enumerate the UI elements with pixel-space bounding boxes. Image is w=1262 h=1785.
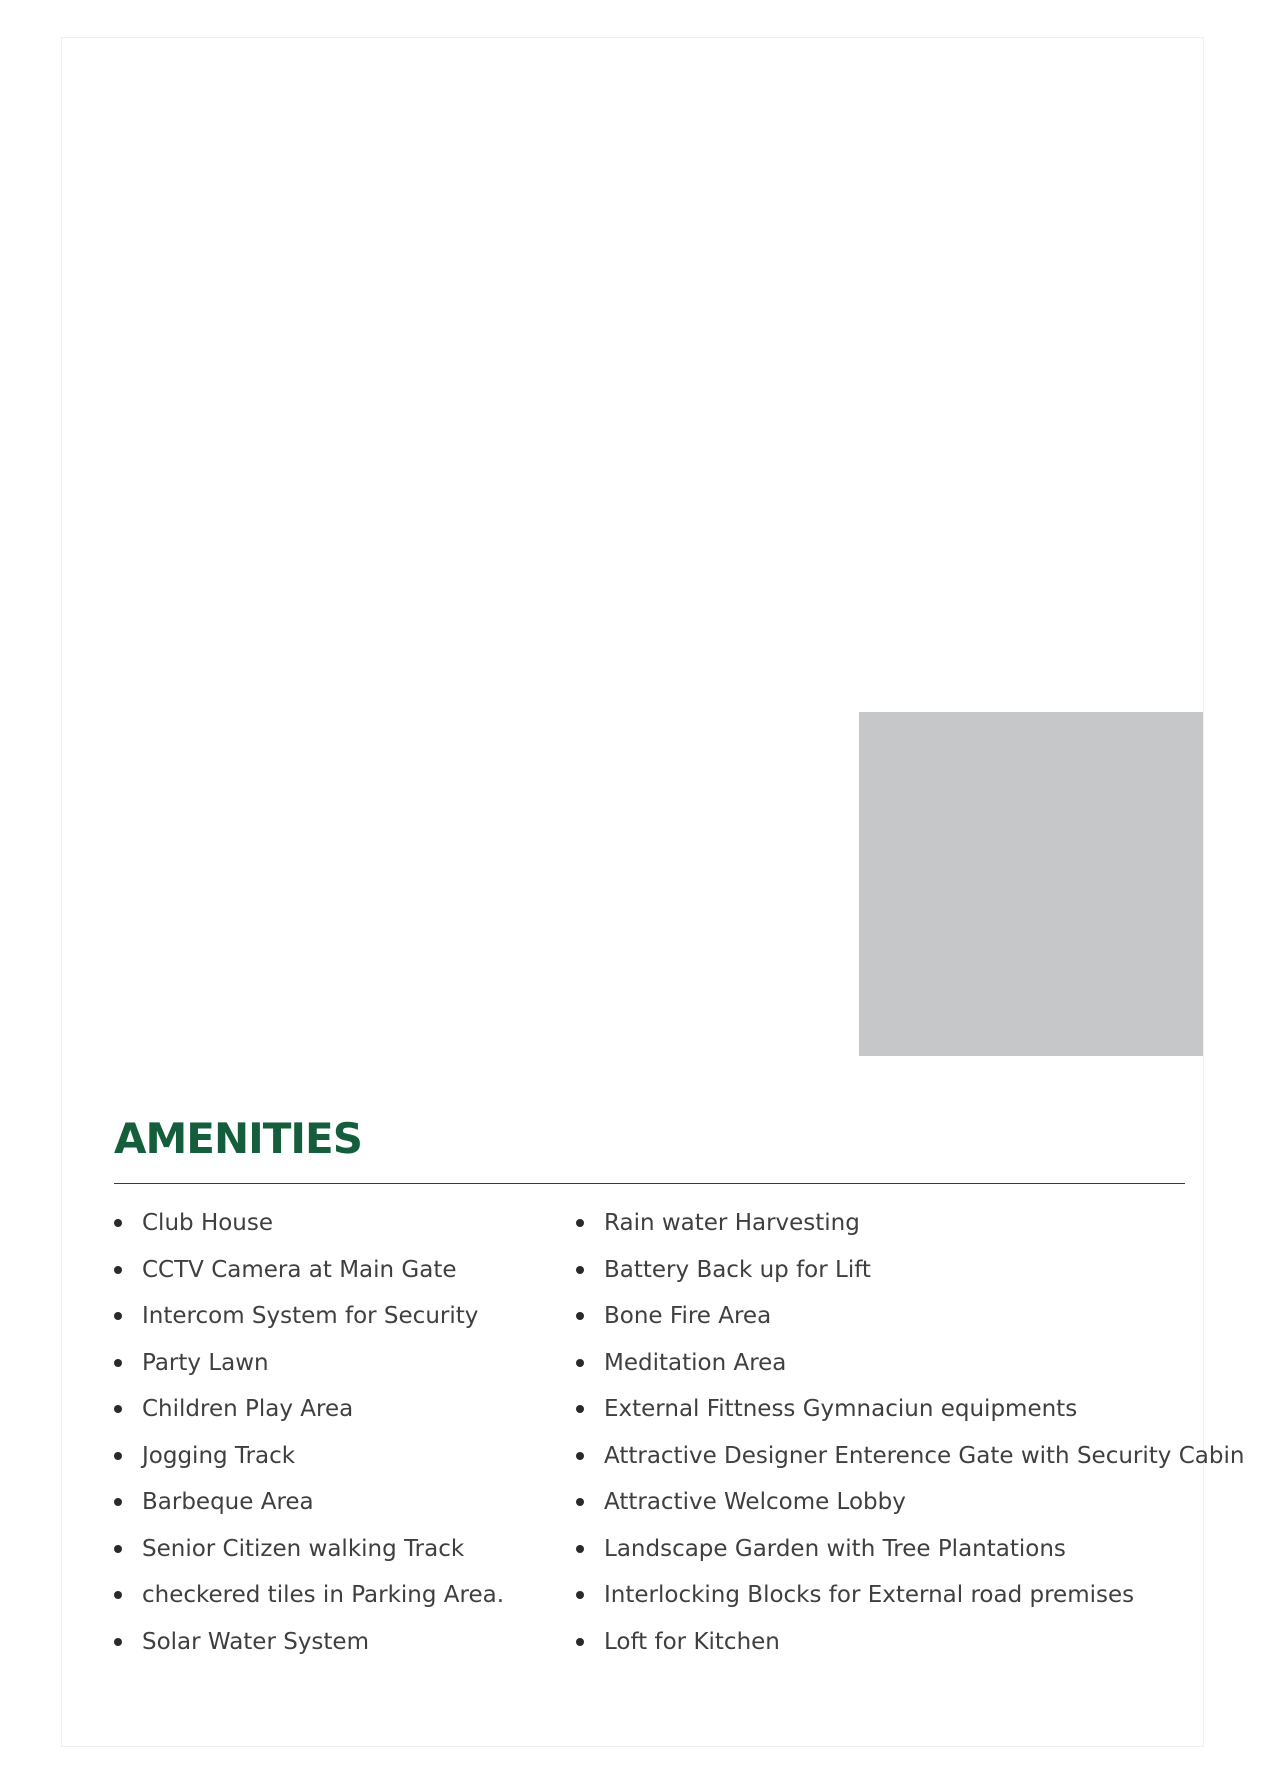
bullet-icon xyxy=(114,1266,122,1274)
amenity-label: Battery Back up for Lift xyxy=(604,1256,871,1283)
amenity-label: Children Play Area xyxy=(142,1396,354,1422)
bullet-icon xyxy=(576,1638,584,1646)
amenity-label: Interlocking Blocks for External road premises xyxy=(604,1582,1135,1608)
amenity-label: Attractive Designer Enterence Gate with Security Cabin xyxy=(604,1442,1245,1469)
image-placeholder-block xyxy=(859,712,1203,1056)
bullet-icon xyxy=(576,1359,584,1367)
amenity-label: CCTV Camera at Main Gate xyxy=(142,1256,457,1283)
bullet-icon xyxy=(114,1498,122,1506)
amenity-label: Senior Citizen walking Track xyxy=(142,1535,465,1562)
bullet-icon xyxy=(114,1405,122,1413)
bullet-icon xyxy=(576,1452,584,1460)
bullet-icon xyxy=(114,1545,122,1553)
amenity-label: External Fittness Gymnaciun equipments xyxy=(604,1396,1078,1422)
amenity-label: Jogging Track xyxy=(142,1442,296,1469)
amenity-label: Barbeque Area xyxy=(142,1489,314,1515)
bullet-icon xyxy=(114,1591,122,1599)
bullet-icon xyxy=(576,1498,584,1506)
bullet-icon xyxy=(114,1638,122,1646)
amenity-label: Loft for Kitchen xyxy=(604,1628,780,1655)
amenity-label: Rain water Harvesting xyxy=(604,1210,860,1236)
bullet-icon xyxy=(114,1312,122,1320)
bullet-icon xyxy=(576,1266,584,1274)
bullet-icon xyxy=(576,1312,584,1320)
bullet-icon xyxy=(114,1219,122,1227)
bullet-icon xyxy=(576,1545,584,1553)
amenity-label: Party Lawn xyxy=(142,1349,269,1376)
bullet-icon xyxy=(576,1405,584,1413)
amenity-label: checkered tiles in Parking Area. xyxy=(142,1582,505,1608)
amenity-label: Bone Fire Area xyxy=(604,1303,772,1329)
bullet-icon xyxy=(576,1591,584,1599)
amenity-label: Attractive Welcome Lobby xyxy=(604,1489,906,1515)
amenity-label: Meditation Area xyxy=(604,1349,787,1376)
amenity-label: Intercom System for Security xyxy=(142,1303,479,1329)
amenity-label: Club House xyxy=(142,1210,274,1236)
bullet-icon xyxy=(114,1452,122,1460)
amenities-heading: AMENITIES xyxy=(114,1114,362,1163)
amenity-label: Solar Water System xyxy=(142,1628,369,1655)
amenity-label: Landscape Garden with Tree Plantations xyxy=(604,1535,1066,1562)
bullet-icon xyxy=(576,1219,584,1227)
bullet-icon xyxy=(114,1359,122,1367)
heading-divider xyxy=(114,1183,1185,1184)
